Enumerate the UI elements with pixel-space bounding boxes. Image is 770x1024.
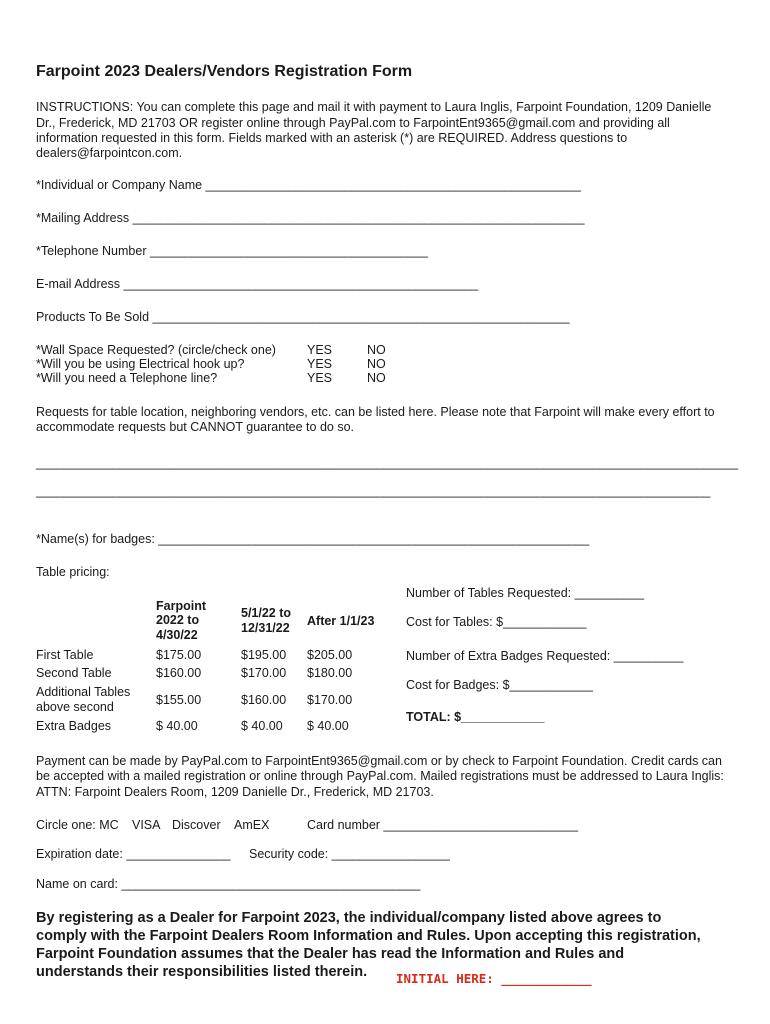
price-cell: $ 40.00 — [307, 719, 349, 733]
wall-space-yes[interactable]: YES — [307, 343, 333, 357]
price-cell: $160.00 — [241, 693, 287, 707]
price-cell: $ 40.00 — [241, 719, 283, 733]
instructions-line-2: Dr., Frederick, MD 21703 OR register online through PayPal.com to FarpointEnt9365@gmail.com and providing all — [36, 116, 670, 130]
badge-names-field[interactable]: *Name(s) for badges: ______________________________________________________________ — [36, 532, 590, 546]
telephone-field[interactable]: *Telephone Number ________________________________________ — [36, 244, 429, 258]
price-header-col1-line2: 2022 to — [156, 613, 200, 627]
price-header-col2-line2: 12/31/22 — [241, 621, 290, 635]
agreement-line-1: By registering as a Dealer for Farpoint 2023, the individual/company listed above agrees to — [36, 910, 662, 926]
requests-line-2[interactable]: _________________________________________________________________________________________________ — [36, 484, 711, 498]
table-pricing-label: Table pricing: — [36, 565, 110, 579]
requests-text-line-2: accommodate requests but CANNOT guarantee to do so. — [36, 420, 354, 434]
telephone-line-yes[interactable]: YES — [307, 371, 333, 385]
wall-space-no[interactable]: NO — [367, 343, 386, 357]
price-cell: $195.00 — [241, 648, 287, 662]
price-header-col3: After 1/1/23 — [307, 614, 375, 628]
telephone-line-no[interactable]: NO — [367, 371, 386, 385]
price-row-label: First Table — [36, 648, 94, 662]
card-type-discover[interactable]: Discover — [172, 818, 221, 832]
price-row-label: Extra Badges — [36, 719, 112, 733]
instructions-line-4: dealers@farpointcon.com. — [36, 146, 183, 160]
price-cell: $170.00 — [307, 693, 353, 707]
price-cell: $ 40.00 — [156, 719, 198, 733]
company-name-field[interactable]: *Individual or Company Name ______________________________________________________ — [36, 178, 581, 192]
price-cell: $180.00 — [307, 666, 353, 680]
expiration-field[interactable]: Expiration date: _______________ — [36, 847, 231, 861]
price-row-label: Second Table — [36, 666, 112, 680]
total-field[interactable]: TOTAL: $____________ — [406, 710, 545, 724]
agreement-line-4: understands their responsibilities listed therein. — [36, 964, 368, 980]
price-row-label-line1: Additional Tables — [36, 685, 131, 699]
instructions-line-3: information requested in this form. Fields marked with an asterisk (*) are REQUIRED. Address questions to — [36, 131, 628, 145]
price-cell: $170.00 — [241, 666, 287, 680]
email-field[interactable]: E-mail Address ___________________________________________________ — [36, 277, 479, 291]
cost-tables-field[interactable]: Cost for Tables: $____________ — [406, 615, 587, 629]
price-cell: $155.00 — [156, 693, 202, 707]
card-type-visa[interactable]: VISA — [132, 818, 161, 832]
price-cell: $175.00 — [156, 648, 202, 662]
page-title: Farpoint 2023 Dealers/Vendors Registration Form — [36, 63, 413, 80]
products-field[interactable]: Products To Be Sold ____________________________________________________________ — [36, 310, 570, 324]
electrical-no[interactable]: NO — [367, 357, 386, 371]
telephone-line-question: *Will you need a Telephone line? — [36, 371, 218, 385]
name-on-card-field[interactable]: Name on card: ___________________________________________ — [36, 877, 421, 891]
payment-line-3: ATTN: Farpoint Dealers Room, 1209 Danielle Dr., Frederick, MD 21703. — [36, 785, 434, 799]
agreement-line-3: Farpoint Foundation assumes that the Dealer has read the Information and Rules and — [36, 946, 625, 962]
wall-space-question: *Wall Space Requested? (circle/check one) — [36, 343, 276, 357]
price-cell: $160.00 — [156, 666, 202, 680]
price-header-col2-line1: 5/1/22 to — [241, 606, 292, 620]
tables-requested-field[interactable]: Number of Tables Requested: __________ — [406, 586, 645, 600]
card-type-amex[interactable]: AmEX — [234, 818, 270, 832]
mailing-address-field[interactable]: *Mailing Address _________________________________________________________________ — [36, 211, 585, 225]
extra-badges-field[interactable]: Number of Extra Badges Requested: __________ — [406, 649, 684, 663]
security-code-field[interactable]: Security code: _________________ — [249, 847, 450, 861]
price-cell: $205.00 — [307, 648, 353, 662]
card-number-field[interactable]: Card number ____________________________ — [307, 818, 579, 832]
price-header-col1-line1: Farpoint — [156, 599, 206, 613]
payment-line-2: be accepted with a mailed registration or online through PayPal.com. Mailed registrations must be addressed to Laura Inglis: — [36, 769, 724, 783]
cost-badges-field[interactable]: Cost for Badges: $____________ — [406, 678, 593, 692]
card-type-mc[interactable]: Circle one: MC — [36, 818, 119, 832]
price-header-col1-line3: 4/30/22 — [156, 628, 198, 642]
instructions-line-1: INSTRUCTIONS: You can complete this page and mail it with payment to Laura Inglis, Farpoint Foundation, 1209 Danielle — [36, 100, 712, 114]
payment-line-1: Payment can be made by PayPal.com to FarpointEnt9365@gmail.com or by check to Farpoint Foundation. Credit cards can — [36, 754, 722, 768]
requests-line-1[interactable]: _____________________________________________________________________________________________________ — [36, 456, 739, 470]
electrical-question: *Will you be using Electrical hook up? — [36, 357, 245, 371]
requests-text-line-1: Requests for table location, neighboring vendors, etc. can be listed here. Please note that Farpoint will make every effort to — [36, 405, 715, 419]
initial-here-field[interactable]: INITIAL HERE: ____________ — [396, 971, 592, 986]
agreement-line-2: comply with the Farpoint Dealers Room Information and Rules. Upon accepting this registration, — [36, 928, 701, 944]
price-row-label-line2: above second — [36, 700, 114, 714]
electrical-yes[interactable]: YES — [307, 357, 333, 371]
